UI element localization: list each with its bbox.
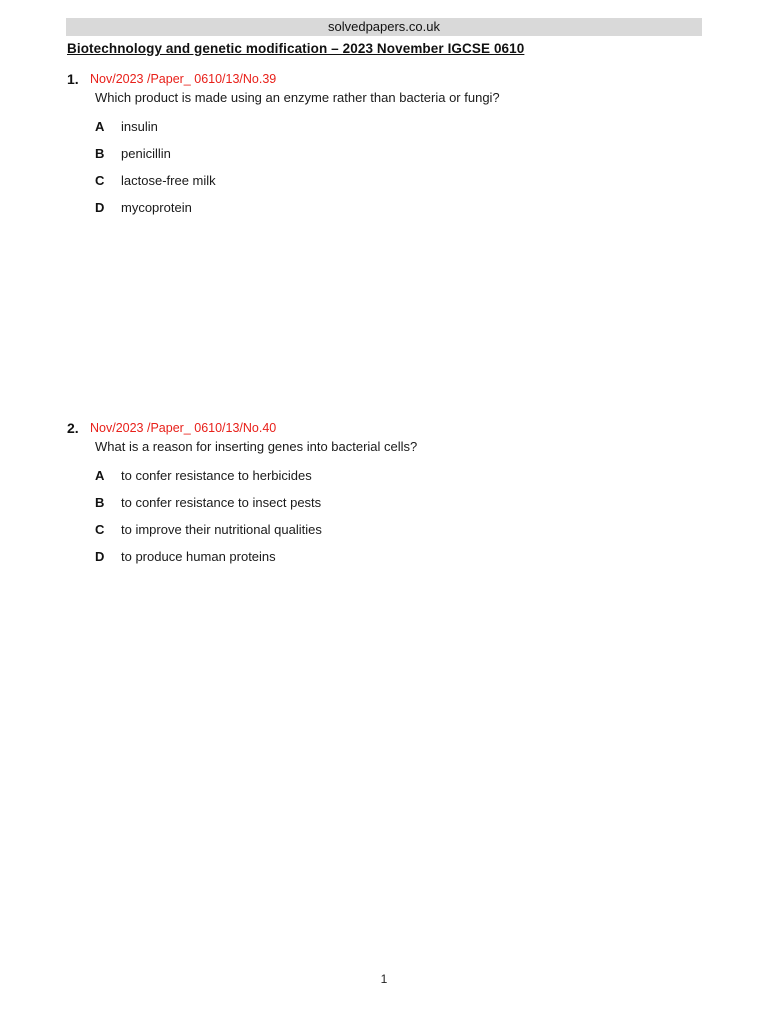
question-2 — [67, 420, 707, 564]
question-header — [67, 71, 707, 89]
option-text: penicillin — [121, 146, 171, 161]
question-reference: Nov/2023 /Paper_ 0610/13/No.40 — [90, 421, 277, 435]
question-header — [67, 420, 707, 438]
question-1 — [67, 71, 707, 215]
site-name: solvedpapers.co.uk — [327, 19, 440, 34]
option-letter: D — [95, 200, 105, 215]
site-header-bar — [66, 18, 702, 36]
option-text: to improve their nutritional qualities — [121, 522, 322, 537]
question-text: Which product is made using an enzyme rather than bacteria or fungi? — [95, 90, 500, 105]
question-reference: Nov/2023 /Paper_ 0610/13/No.39 — [90, 72, 277, 86]
option-letter: C — [95, 522, 105, 537]
option-letter: A — [95, 468, 105, 483]
option-text: to confer resistance to herbicides — [121, 468, 312, 483]
page-number: 1 — [380, 972, 388, 986]
option-letter: B — [95, 495, 105, 510]
option-text: insulin — [121, 119, 158, 134]
question-number: 1. — [67, 71, 79, 87]
option-text: mycoprotein — [121, 200, 192, 215]
question-number: 2. — [67, 420, 79, 436]
option-letter: B — [95, 146, 105, 161]
document-title: Biotechnology and genetic modification – 2023 November IGCSE 0610 — [67, 41, 525, 56]
option-text: to produce human proteins — [121, 549, 276, 564]
option-text: to confer resistance to insect pests — [121, 495, 322, 510]
option-text: lactose-free milk — [121, 173, 216, 188]
option-letter: A — [95, 119, 105, 134]
option-letter: D — [95, 549, 105, 564]
option-letter: C — [95, 173, 105, 188]
question-text: What is a reason for inserting genes into bacterial cells? — [95, 439, 418, 454]
